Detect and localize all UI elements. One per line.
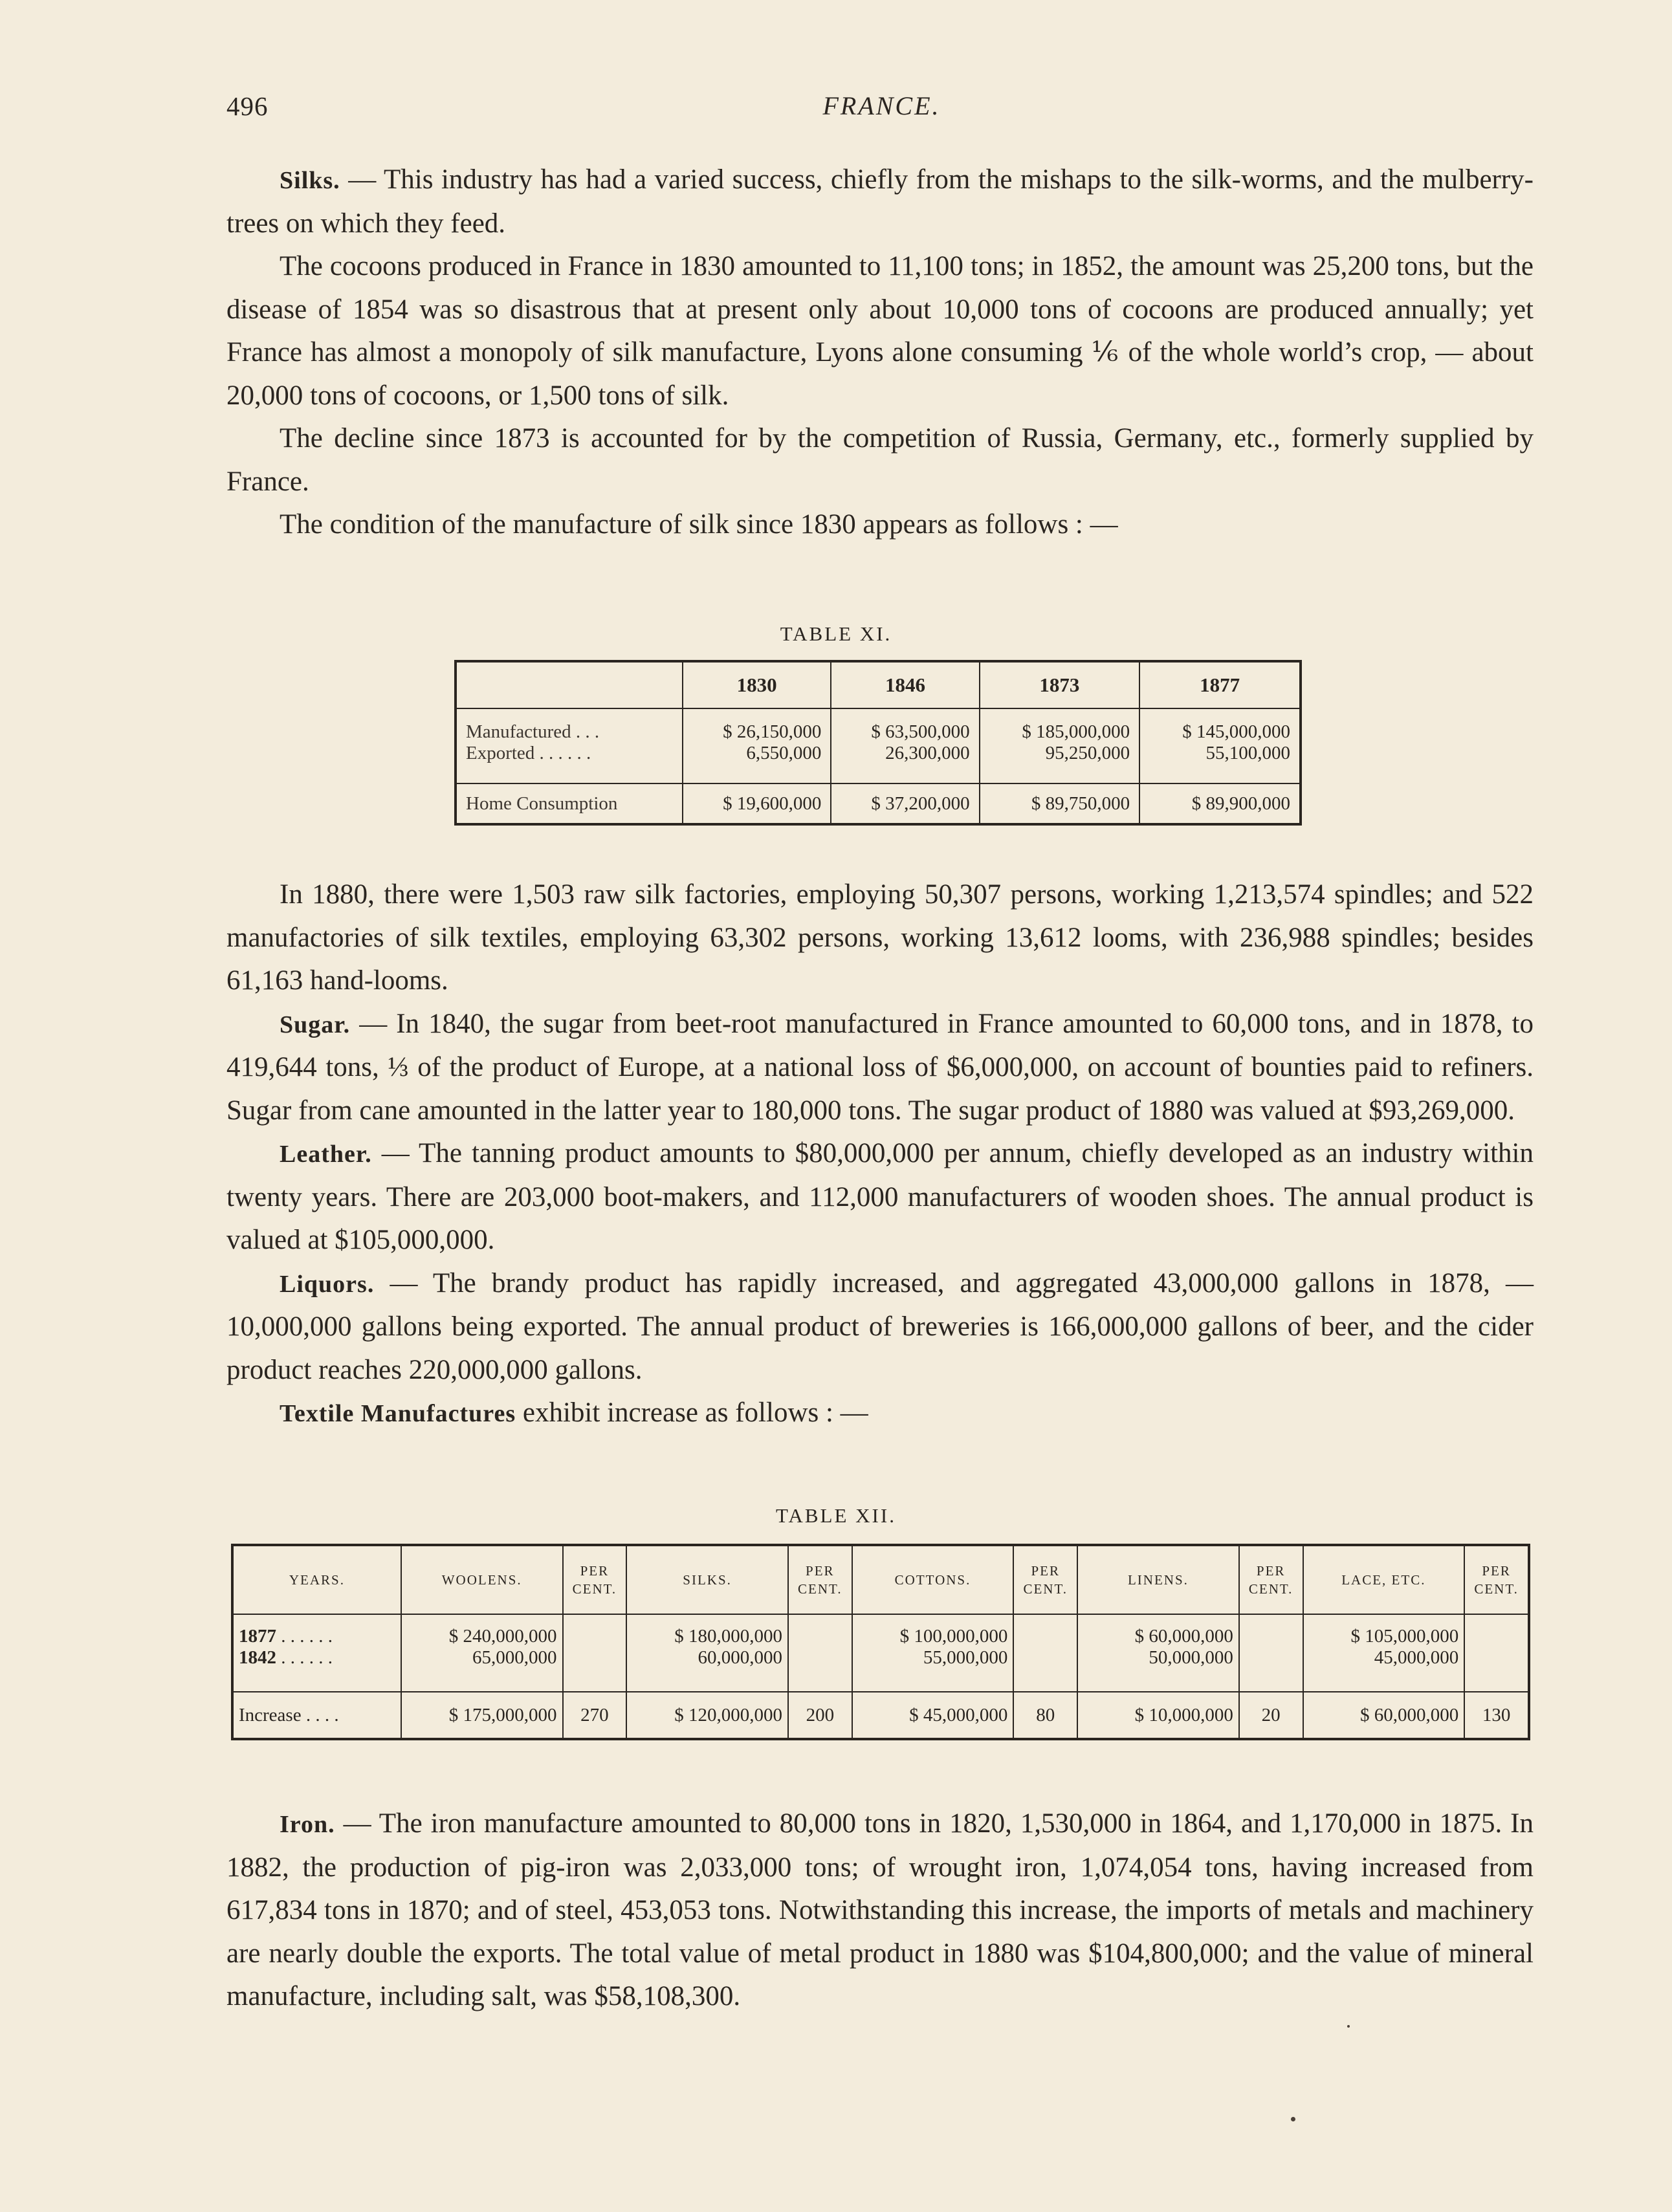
sugar-heading: Sugar.	[280, 1011, 351, 1038]
table-cell	[1239, 1614, 1303, 1647]
table-cell: 45,000,000	[1303, 1647, 1465, 1692]
liquors-heading: Liquors.	[280, 1270, 375, 1298]
table-cell	[1013, 1614, 1077, 1647]
col-years: YEARS.	[232, 1545, 401, 1614]
table-xii-header-row	[232, 1545, 1529, 1614]
col-linens: LINENS.	[1077, 1545, 1239, 1614]
industry-section	[226, 873, 1534, 1436]
table-cell: $ 185,000,000	[980, 708, 1140, 743]
table-cell: $ 60,000,000	[1303, 1692, 1465, 1739]
table-row	[456, 743, 1301, 783]
table-cell	[1013, 1647, 1077, 1692]
table-row	[456, 708, 1301, 743]
table-cell: $ 63,500,000	[831, 708, 979, 743]
table-cell	[563, 1614, 627, 1647]
table-cell: 20	[1239, 1692, 1303, 1739]
table-xi-col-1873: 1873	[980, 661, 1140, 708]
table-cell: 95,250,000	[980, 743, 1140, 783]
silks-heading: Silks.	[280, 167, 340, 194]
table-cell: 55,000,000	[852, 1647, 1014, 1692]
table-cell: $ 89,750,000	[980, 783, 1140, 824]
page-header	[226, 91, 1537, 129]
table-xi-col-1830: 1830	[683, 661, 831, 708]
table-xii-caption: TABLE XII.	[776, 1504, 896, 1527]
table-cell: 50,000,000	[1077, 1647, 1239, 1692]
iron-section	[226, 1802, 1534, 2019]
table-row	[232, 1692, 1529, 1739]
table-cell: $ 240,000,000	[401, 1614, 563, 1647]
table-cell	[788, 1647, 852, 1692]
table-cell: $ 45,000,000	[852, 1692, 1014, 1739]
row-label-home-consumption: Home Consumption	[466, 793, 618, 814]
table-cell: $ 100,000,000	[852, 1614, 1014, 1647]
table-cell: 80	[1013, 1692, 1077, 1739]
col-woolens: WOOLENS.	[401, 1545, 563, 1614]
col-per-cent: PER CENT.	[1464, 1545, 1529, 1614]
table-xi-col-1846: 1846	[831, 661, 979, 708]
table-cell: 65,000,000	[401, 1647, 563, 1692]
row-label-exported: Exported . . . . . .	[456, 743, 683, 783]
col-per-cent: PER CENT.	[1013, 1545, 1077, 1614]
table-cell: 270	[563, 1692, 627, 1739]
silks-section	[226, 159, 1534, 547]
silks-paragraph-2: The cocoons produced in France in 1830 amounted to 11,100 tons; in 1852, the amount was 25,200 tons, but the disease of 1854 was so disastrous that at present only about 10,000 tons of cocoons are produced annually; yet France has almost a monopoly of silk manufacture, Lyons alone consuming ⅙ of the whole world’s crop, — about 20,000 tons of cocoons, or 1,500 tons of silk.	[226, 251, 1534, 411]
col-lace: LACE, ETC.	[1303, 1545, 1465, 1614]
col-cottons: COTTONS.	[852, 1545, 1014, 1614]
table-xi-caption: TABLE XI.	[780, 622, 892, 645]
leather-paragraph: Leather. — The tanning product amounts to $80,000,000 per annum, chiefly developed as an industry within twenty years. There are 203,000 boot-makers, and 112,000 manufacturers of wooden shoes. The annual product is valued at $105,000,000.	[226, 1138, 1534, 1255]
table-cell: $ 10,000,000	[1077, 1692, 1239, 1739]
col-per-cent: PER CENT.	[563, 1545, 627, 1614]
table-cell: 55,100,000	[1139, 743, 1301, 783]
row-label-increase: Increase . . . .	[239, 1704, 339, 1725]
table-xi-header-row	[456, 661, 1301, 708]
table-cell	[1239, 1647, 1303, 1692]
table-cell: $ 19,600,000	[683, 783, 831, 824]
iron-heading: Iron.	[280, 1811, 335, 1838]
table-cell	[1464, 1647, 1529, 1692]
leather-heading: Leather.	[280, 1141, 372, 1168]
row-label-manufactured: Manufactured . . .	[466, 721, 600, 742]
table-xi	[454, 660, 1302, 826]
row-label-1877: 1877 . . . . . .	[239, 1626, 333, 1647]
table-cell: $ 120,000,000	[626, 1692, 788, 1739]
col-per-cent: PER CENT.	[1239, 1545, 1303, 1614]
table-cell: 130	[1464, 1692, 1529, 1739]
col-silks: SILKS.	[626, 1545, 788, 1614]
silks-paragraph-4: The condition of the manufacture of silk since 1830 appears as follows : —	[280, 509, 1118, 540]
table-cell	[788, 1614, 852, 1647]
col-per-cent: PER CENT.	[788, 1545, 852, 1614]
running-head: FRANCE.	[822, 91, 941, 120]
textile-paragraph: Textile Manufactures exhibit increase as follows : —	[280, 1397, 868, 1428]
table-cell: 200	[788, 1692, 852, 1739]
table-cell	[563, 1647, 627, 1692]
table-xi-col-1877: 1877	[1139, 661, 1301, 708]
table-cell: 60,000,000	[626, 1647, 788, 1692]
ink-speck	[1347, 2025, 1350, 2028]
table-xii	[231, 1544, 1530, 1740]
factories-paragraph: In 1880, there were 1,503 raw silk factories, employing 50,307 persons, working 1,213,574 spindles; and 522 manufactories of silk textiles, employing 63,302 persons, working 13,612 looms, with 236,988 spindles; besides 61,163 hand-looms.	[226, 879, 1534, 996]
table-cell: $ 60,000,000	[1077, 1614, 1239, 1647]
table-cell: $ 26,150,000	[683, 708, 831, 743]
table-cell: $ 37,200,000	[831, 783, 979, 824]
row-label-1842: 1842 . . . . . .	[232, 1647, 401, 1692]
silks-paragraph-1: Silks. — This industry has had a varied success, chiefly from the mishaps to the silk-worms, and the mulberry-trees on which they feed.	[226, 164, 1534, 239]
table-row	[232, 1647, 1529, 1692]
table-xi-corner	[456, 661, 683, 708]
table-cell: 6,550,000	[683, 743, 831, 783]
table-row	[232, 1614, 1529, 1647]
table-row	[456, 783, 1301, 824]
table-cell: 26,300,000	[831, 743, 979, 783]
table-cell: $ 105,000,000	[1303, 1614, 1465, 1647]
sugar-paragraph: Sugar. — In 1840, the sugar from beet-root manufactured in France amounted to 60,000 tons, and in 1878, to 419,644 tons, ⅓ of the product of Europe, at a national loss of $6,000,000, on account of bounties paid to refiners. Sugar from cane amounted in the latter year to 180,000 tons. The sugar product of 1880 was valued at $93,269,000.	[226, 1008, 1534, 1126]
table-cell	[1464, 1614, 1529, 1647]
page-number: 496	[226, 91, 269, 121]
silks-paragraph-3: The decline since 1873 is accounted for by the competition of Russia, Germany, etc., formerly supplied by France.	[226, 423, 1534, 497]
ink-speck	[1291, 2117, 1295, 2121]
textile-heading: Textile Manufactures	[280, 1400, 516, 1427]
iron-paragraph: Iron. — The iron manufacture amounted to 80,000 tons in 1820, 1,530,000 in 1864, and 1,170,000 in 1875. In 1882, the production of pig-iron was 2,033,000 tons; of wrought iron, 1,074,054 tons, having increased from 617,834 tons in 1870; and of steel, 453,053 tons. Notwithstanding this increase, the imports of metals and machinery are nearly double the exports. The total value of metal product in 1880 was $104,800,000; and the value of mineral manufacture, including salt, was $58,108,300.	[226, 1808, 1534, 2011]
table-cell: $ 145,000,000	[1139, 708, 1301, 743]
liquors-paragraph: Liquors. — The brandy product has rapidly increased, and aggregated 43,000,000 gallons in 1878, — 10,000,000 gallons being exported. The annual product of breweries is 166,000,000 gallons of beer, and the cider product reaches 220,000,000 gallons.	[226, 1267, 1534, 1385]
table-cell: $ 180,000,000	[626, 1614, 788, 1647]
table-cell: $ 89,900,000	[1139, 783, 1301, 824]
table-cell: $ 175,000,000	[401, 1692, 563, 1739]
